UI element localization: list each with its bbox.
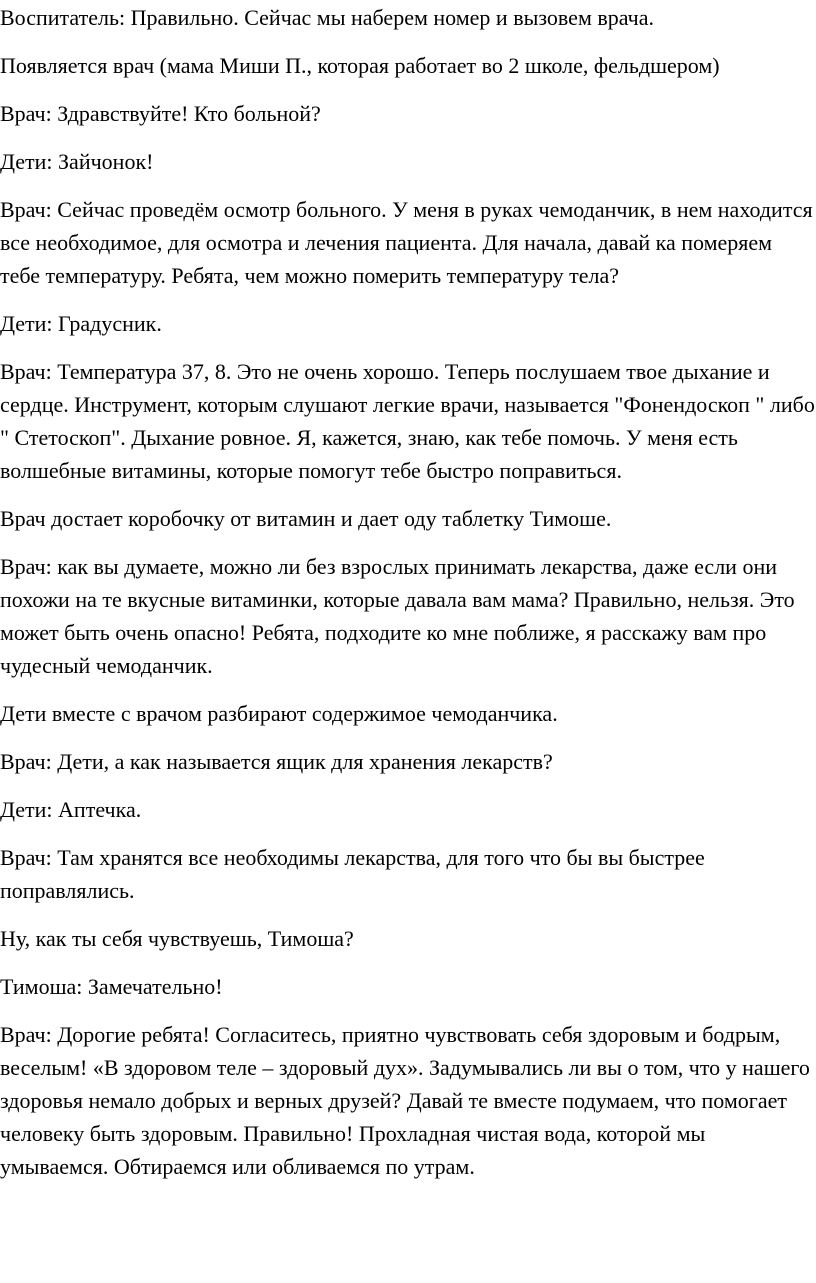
paragraph-doctor-question-box: Врач: Дети, а как называется ящик для хранения лекарств? [0, 749, 553, 774]
paragraph-children-answer-bunny: Дети: Зайчонок! [0, 149, 154, 174]
paragraph-doctor-health-talk: Врач: Дорогие ребята! Согласитесь, приятно чувствовать себя здоровым и бодрым, веселым! «В здоровом теле – здоровый дух». Задумывались ли вы о том, что у нашего здоровья немало добрых и верных друзей? Давай те вместе подумаем, что помогает человеку быть здоровым. Правильно! Прохладная чистая вода, которой мы умываемся. Обтираемся или обливаемся по утрам. [0, 1022, 810, 1179]
paragraph-doctor-appears: Появляется врач (мама Миши П., которая работает во 2 школе, фельдшером) [0, 53, 720, 78]
paragraph-doctor-examination: Врач: Сейчас проведём осмотр больного. У меня в руках чемоданчик, в нем находится все необходимое, для осмотра и лечения пациента. Для начала, давай ка померяем тебе температуру. Ребята, чем можно померить температуру тела? [0, 197, 813, 288]
paragraph-doctor-greeting: Врач: Здравствуйте! Кто больной? [0, 101, 321, 126]
paragraph-children-suitcase: Дети вместе с врачом разбирают содержимое чемоданчика. [0, 701, 558, 726]
paragraph-how-do-you-feel: Ну, как ты себя чувствуешь, Тимоша? [0, 926, 354, 951]
paragraph-children-thermometer: Дети: Градусник. [0, 311, 162, 336]
paragraph-doctor-medicines-stored: Врач: Там хранятся все необходимы лекарства, для того что бы вы быстрее поправлялись. [0, 845, 705, 903]
paragraph-teacher-calls-doctor: Воспитатель: Правильно. Сейчас мы наберем номер и вызовем врача. [0, 5, 654, 30]
paragraph-doctor-medicine-warning: Врач: как вы думаете, можно ли без взрослых принимать лекарства, даже если они похожи на те вкусные витаминки, которые давала вам мама? Правильно, нельзя. Это может быть очень опасно! Ребята, подходите ко мне поближе, я расскажу вам про чудесный чемоданчик. [0, 554, 795, 678]
paragraph-timosha-answer: Тимоша: Замечательно! [0, 974, 223, 999]
paragraph-doctor-vitamins: Врач достает коробочку от витамин и дает оду таблетку Тимоше. [0, 506, 612, 531]
paragraph-children-first-aid-kit: Дети: Аптечка. [0, 797, 142, 822]
paragraph-doctor-temperature: Врач: Температура 37, 8. Это не очень хорошо. Теперь послушаем твое дыхание и сердце. Инструмент, которым слушают легкие врачи, называется "Фонендоскоп " либо " Стетоскоп". Дыхание ровное. Я, кажется, знаю, как тебе помочь. У меня есть волшебные витамины, которые помогут тебе быстро поправиться. [0, 359, 815, 483]
